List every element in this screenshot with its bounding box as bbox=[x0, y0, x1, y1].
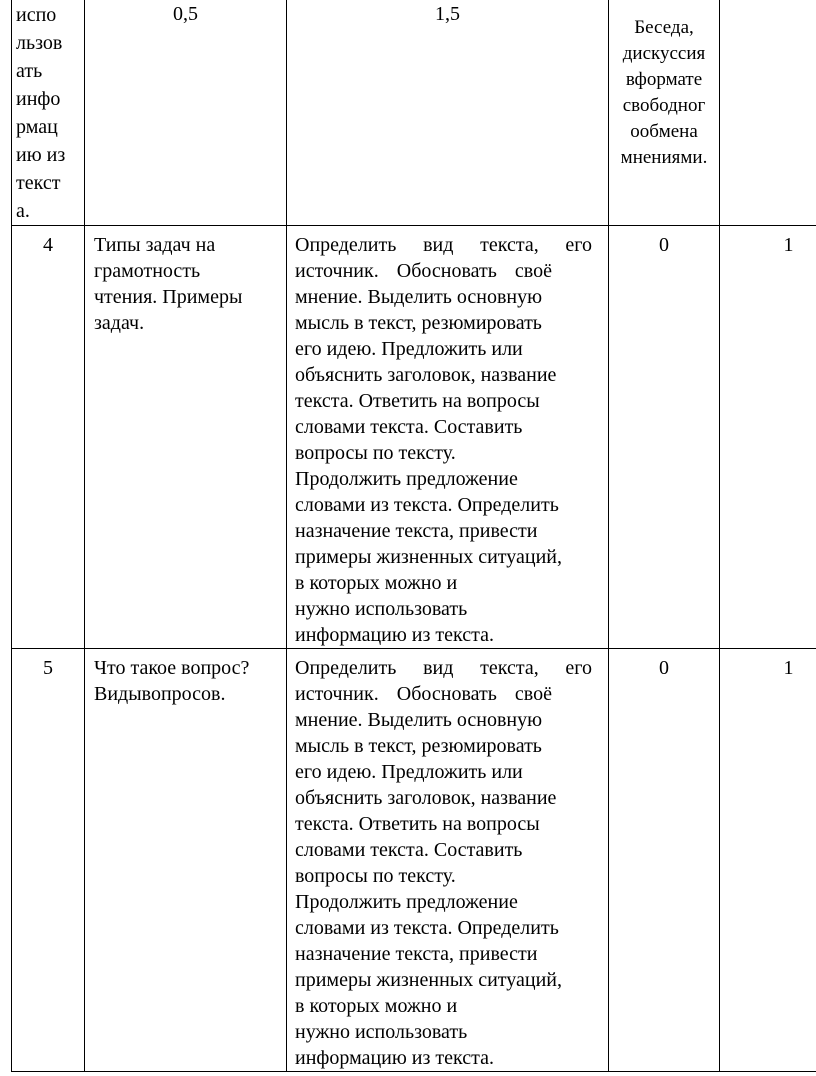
task-line: Определить вид текста, его bbox=[295, 657, 592, 679]
task-line: Продолжить предложение bbox=[295, 468, 518, 490]
task-line: текста. Ответить на вопросы bbox=[295, 813, 540, 835]
topic-line: задач. bbox=[94, 312, 145, 334]
activity-form-line: ообмена bbox=[630, 121, 698, 142]
task-line: объяснить заголовок, название bbox=[295, 787, 557, 809]
topic-line: грамотность bbox=[94, 260, 201, 282]
row-number: 5 bbox=[12, 649, 85, 1072]
topic-cell bbox=[85, 649, 287, 1072]
topic-continuation-line: а. bbox=[16, 200, 30, 222]
activity-form-line: вформате bbox=[625, 69, 703, 90]
task-line: словами текста. Составить bbox=[295, 839, 523, 861]
row-number: 4 bbox=[12, 226, 85, 649]
task-line: вопросы по тексту. bbox=[295, 865, 456, 887]
practice-hours: 1 bbox=[720, 226, 816, 649]
task-line: словами из текста. Определить bbox=[295, 494, 559, 516]
activity-form-line: мнениями. bbox=[620, 147, 708, 168]
task-line: назначение текста, привести bbox=[295, 943, 538, 965]
activity-form-line: дискуссия bbox=[622, 43, 706, 64]
task-line: его идею. Предложить или bbox=[295, 338, 523, 360]
task-line: объяснить заголовок, название bbox=[295, 364, 557, 386]
activity-form-line: свободног bbox=[622, 95, 706, 116]
task-line: мысль в текст, резюмировать bbox=[295, 735, 542, 757]
task-line: информацию из текста. bbox=[295, 624, 494, 646]
task-line: в которых можно и bbox=[295, 995, 458, 1017]
task-line: текста. Ответить на вопросы bbox=[295, 390, 540, 412]
empty-cell bbox=[720, 0, 816, 226]
task-line: примеры жизненных ситуаций, bbox=[295, 969, 563, 991]
topic-line: чтения. Примеры bbox=[94, 286, 243, 308]
tasks-cell bbox=[287, 649, 609, 1072]
task-line: мнение. Выделить основную bbox=[295, 286, 543, 308]
table-row-5 bbox=[12, 649, 816, 1072]
program-table bbox=[11, 0, 816, 1072]
activity-form-line: Беседа, bbox=[634, 17, 694, 38]
topic-continuation-line: рмац bbox=[16, 116, 58, 138]
topic-continuation-line: текст bbox=[16, 172, 61, 194]
theory-hours: 0 bbox=[609, 226, 720, 649]
table-row-continued bbox=[12, 0, 816, 226]
topic-continuation-line: льзов bbox=[16, 32, 63, 54]
task-line: нужно использовать bbox=[295, 598, 468, 620]
topic-line: Что такое вопрос? bbox=[94, 657, 250, 679]
task-line: словами текста. Составить bbox=[295, 416, 523, 438]
task-line: вопросы по тексту. bbox=[295, 442, 456, 464]
theory-hours: 0 bbox=[609, 649, 720, 1072]
task-line: его идею. Предложить или bbox=[295, 761, 523, 783]
topic-line: Видывопросов. bbox=[94, 683, 226, 705]
task-line: в которых можно и bbox=[295, 572, 458, 594]
task-line: источник. Обосновать своё bbox=[295, 260, 552, 282]
activity-form-cell bbox=[609, 0, 720, 226]
task-line: источник. Обосновать своё bbox=[295, 683, 552, 705]
topic-continuation-line: инфо bbox=[16, 88, 61, 110]
practice-hours: 1 bbox=[720, 649, 816, 1072]
task-line: словами из текста. Определить bbox=[295, 917, 559, 939]
topic-continuation-line: ать bbox=[16, 60, 43, 82]
task-line: нужно использовать bbox=[295, 1021, 468, 1043]
task-line: мнение. Выделить основную bbox=[295, 709, 543, 731]
topic-cell bbox=[85, 226, 287, 649]
hours-practice-cell: 1,5 bbox=[287, 0, 609, 226]
topic-continuation-line: испо bbox=[16, 4, 57, 26]
task-line: информацию из текста. bbox=[295, 1047, 494, 1069]
task-line: Продолжить предложение bbox=[295, 891, 518, 913]
topic-continuation-cell bbox=[12, 0, 85, 226]
task-line: мысль в текст, резюмировать bbox=[295, 312, 542, 334]
table-row-4 bbox=[12, 226, 816, 649]
task-line: назначение текста, привести bbox=[295, 520, 538, 542]
task-line: примеры жизненных ситуаций, bbox=[295, 546, 563, 568]
topic-line: Типы задач на bbox=[94, 234, 216, 256]
hours-theory-cell: 0,5 bbox=[85, 0, 287, 226]
topic-continuation-line: ию из bbox=[16, 144, 66, 166]
tasks-cell bbox=[287, 226, 609, 649]
task-line: Определить вид текста, его bbox=[295, 234, 592, 256]
